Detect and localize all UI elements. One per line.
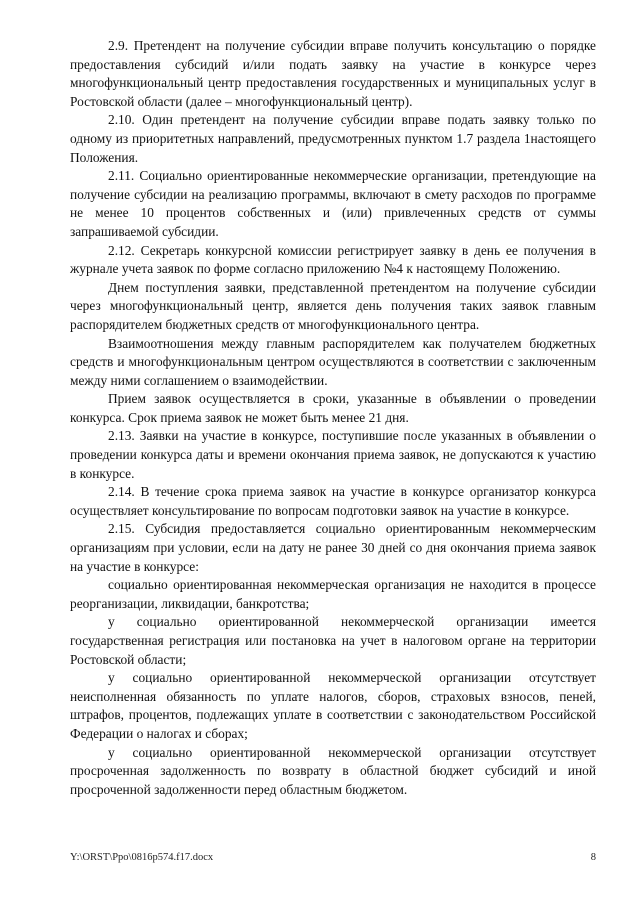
paragraph-2-12: 2.12. Секретарь конкурсной комиссии регистрирует заявку в день ее получения в журнале учета заявок по форме согласно приложению №4 к настоящему Положению. [70, 242, 596, 277]
paragraph-2-11: 2.11. Социально ориентированные некоммерческие организации, претендующие на получение субсидии на реализацию программы, включают в смету расходов по программе не менее 10 процентов собственных и (или) привлеченных средств от суммы запрашиваемой субсидии. [70, 168, 596, 239]
condition-item-reorganization: социально ориентированная некоммерческая организация не находится в процессе реорганизации, ликвидации, банкротства; [70, 577, 596, 611]
paragraph-2-15: 2.15. Субсидия предоставляется социально ориентированным некоммерческим организациям при условии, если на дату не ранее 30 дней со дня окончания приема заявок на участие в конкурсе: [70, 521, 596, 574]
paragraph-acceptance-terms: Прием заявок осуществляется в сроки, указанные в объявлении о проведении конкурса. Срок приема заявок не может быть менее 21 дня. [70, 391, 596, 425]
paragraph-2-9: 2.9. Претендент на получение субсидии вправе получить консультацию о порядке предоставления субсидий и/или подать заявку на участие в конкурсе через многофункциональный центр предоставления государственных и муниципальных услуг в Ростовской области (далее – многофункциональный центр). [70, 38, 596, 109]
paragraph-2-14: 2.14. В течение срока приема заявок на участие в конкурсе организатор конкурса осуществляет консультирование по вопросам подготовки заявок на участие в конкурсе. [70, 484, 596, 518]
condition-item-registration: у социально ориентированной некоммерческой организации имеется государственная регистрация или постановка на учет в налоговом органе на территории Ростовской области; [70, 614, 596, 667]
paragraph-2-13: 2.13. Заявки на участие в конкурсе, поступившие после указанных в объявлении о проведении конкурса даты и времени окончания приема заявок, не допускаются к участию в конкурсе. [70, 428, 596, 481]
paragraph-2-10: 2.10. Один претендент на получение субсидии вправе подать заявку только по одному из приоритетных направлений, предусмотренных пунктом 1.7 раздела 1настоящего Положения. [70, 112, 596, 165]
condition-item-tax-obligations: у социально ориентированной некоммерческой организации отсутствует неисполненная обязанность по уплате налогов, сборов, страховых взносов, пеней, штрафов, процентов, подлежащих уплате в соответствии с законодательством Российской Федерации о налогах и сборах; [70, 670, 596, 741]
condition-item-overdue-debt: у социально ориентированной некоммерческой организации отсутствует просроченная задолженность по возврату в областной бюджет субсидий и иной просроченной задолженности перед областным бюджетом. [70, 744, 596, 797]
file-path: Y:\ORST\Ppo\0816p574.f17.docx [70, 852, 214, 863]
paragraph-receipt-day: Днем поступления заявки, представленной претендентом на получение субсидии через многофункциональный центр, является день получения таких заявок главным распорядителем бюджетных средств от многофункционального центра. [70, 279, 596, 332]
document-body [70, 37, 596, 799]
paragraph-relations: Взаимоотношения между главным распорядителем как получателем бюджетных средств и многофункциональным центром осуществляются в соответствии с заключенным между ними соглашением о взаимодействии. [70, 335, 596, 388]
page-number: 8 [590, 852, 596, 863]
page-footer [70, 852, 596, 868]
